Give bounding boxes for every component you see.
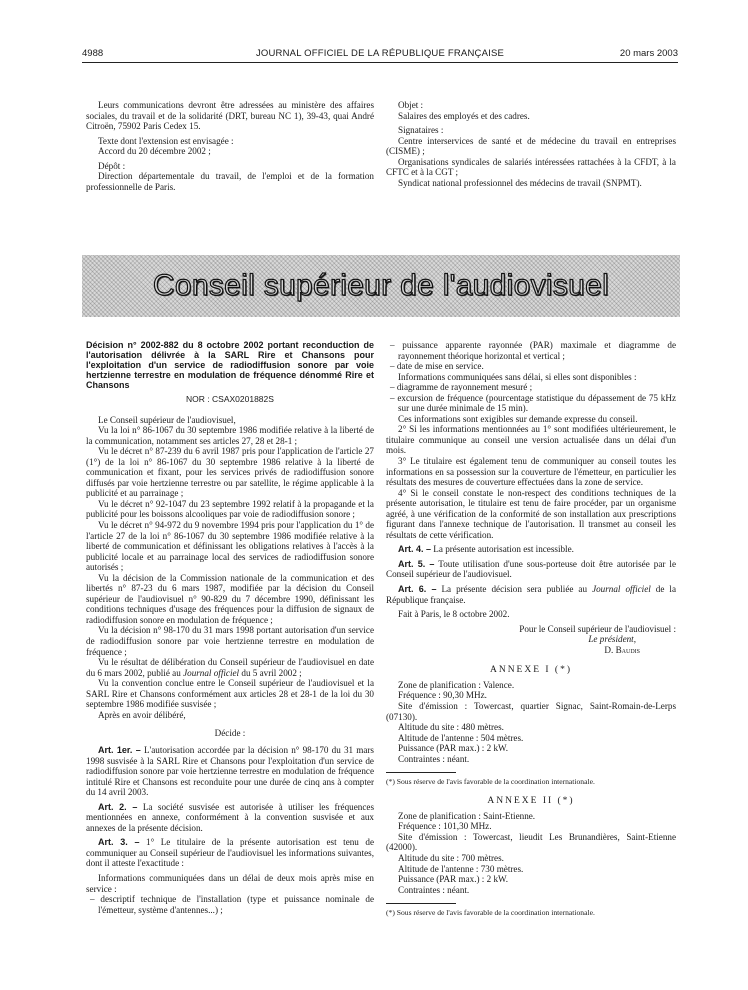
article-label: Art. 6. –: [398, 584, 437, 595]
article-text: La présente décision sera publiée au: [436, 584, 593, 595]
list-item: – descriptif technique de l'installation (type et puissance nominale de l'émetteur, système d'antennes...) ;: [90, 894, 374, 915]
article-label: Art. 4. –: [398, 544, 432, 555]
top-left-column: [86, 100, 374, 192]
paragraph: Organisations syndicales de salariés intéressées rattachées à la CFDT, à la CFTC et à la CGT ;: [386, 156, 676, 178]
list-item: – puissance apparente rayonnée (PAR) maximale et diagramme de rayonnement théorique horizontal et vertical ;: [390, 340, 676, 361]
annex-line: Altitude du site : 480 mètres.: [398, 722, 504, 733]
paragraph: Salaires des employés et des cadres.: [398, 110, 530, 121]
paragraph: Vu le décret n° 87-239 du 6 avril 1987 pris pour l'application de l'article 27 (1°) de la loi n° 86-1067 du 30 septembre 1986 relative à la liberté de communication et fixant, pour les services privés de radiodiffusion sonore diffusés par voie hertzienne terrestre ou par satellite, le régime applicable à la publicité et au parrainage ;: [86, 446, 374, 499]
article-4: [386, 544, 676, 555]
annex-line: Site d'émission : Towercast, quartier Signac, Saint-Romain-de-Lerps (07130).: [386, 700, 676, 722]
article-text: L'autorisation accordée par la décision n° 98-170 du 31 mars 1998 susvisée à la SARL Rire et Chansons pour l'exploitation d'un service de radiodiffusion sonore par voie hertzienne terrestre en modulation de fréquence intitulé Rire et Chansons est reconduite pour une durée de cinq ans à compter du 14 avril 2003.: [86, 744, 374, 798]
journal-name: Journal officiel: [592, 584, 651, 595]
paragraph: 2° Si les informations mentionnées au 1° sont modifiées ultérieurement, le titulaire communique au conseil une version actualisée dans un délai d'un mois.: [386, 424, 676, 456]
paragraph: Informations communiquées dans un délai de deux mois après mise en service :: [86, 872, 374, 894]
paragraph: [86, 657, 374, 678]
article-2: [86, 802, 374, 834]
article-5: [386, 559, 676, 580]
footnote: (*) Sous réserve de l'avis favorable de la coordination internationale.: [386, 908, 595, 918]
annex-line: Puissance (PAR max.) : 2 kW.: [398, 874, 509, 885]
right-column: [386, 340, 676, 917]
decision-headline: Décision n° 2002-882 du 8 octobre 2002 portant reconduction de l'autorisation délivrée à la SARL Rire et Chansons pour l'exploitation d'un service de radiodiffusion sonore par voie hertzienne terrestre en modulation de fréquence dénommé Rire et Chansons: [86, 340, 374, 390]
paragraph: Après en avoir délibéré,: [98, 709, 186, 720]
paragraph: Leurs communications devront être adressées au ministère des affaires sociales, du travail et de la solidarité (DRT, bureau NC 1), 39-43, quai André Citroën, 75902 Paris Cedex 15.: [86, 100, 374, 132]
list-item: – date de mise en service.: [390, 361, 484, 372]
paragraph: 4° Si le conseil constate le non-respect des conditions techniques de la présente autorisation, le titulaire est tenu de faire procéder, par un organisme agréé, à une vérification de la conformité de son installation aux prescriptions figurant dans l'annexe technique de l'autorisation. Il transmet au conseil les résultats de cette vérification.: [386, 487, 676, 540]
article-3: [86, 837, 374, 869]
decide-heading: Décide :: [214, 728, 246, 739]
article-text: 1° Le titulaire de la présente autorisation est tenu de communiquer au Conseil supérieur de l'audiovisuel les informations suivantes, dont il atteste l'exactitude :: [86, 837, 374, 869]
page-number: 4988: [82, 48, 104, 59]
top-right-column: [386, 100, 676, 188]
signer-name: D. Baudis: [604, 644, 640, 655]
paragraph: Ces informations sont exigibles sur demande expresse du conseil.: [398, 413, 638, 424]
paragraph: Signataires :: [398, 125, 444, 136]
left-column: [86, 340, 374, 915]
annex-line: Fréquence : 90,30 MHz.: [398, 690, 487, 701]
annex-line: Site d'émission : Towercast, lieudit Les Brunandières, Saint-Etienne (42000).: [386, 831, 676, 853]
paragraph: Vu le décret n° 92-1047 du 23 septembre 1992 relatif à la propagande et la publicité pour les boissons alcooliques par voie de radiodiffusion sonore ;: [86, 498, 374, 520]
annex-line: Altitude du site : 700 mètres.: [398, 852, 504, 863]
annex-line: Fréquence : 101,30 MHz.: [398, 821, 492, 832]
text-run: Vu le résultat de délibération du Conseil supérieur de l'audiovisuel en date du 6 mars 2002, publié au: [86, 657, 374, 678]
paragraph: Dépôt :: [98, 160, 126, 171]
paragraph: Centre interservices de santé et de médecine du travail en entreprises (CISME) ;: [386, 135, 676, 157]
paragraph: Vu le décret n° 94-972 du 9 novembre 1994 pris pour l'application du 1° de l'article 27 de la loi n° 86-1067 du 30 septembre 1986 modifiée relative à la liberté de communication et définissant les obligations relatives à l'accès à la publicité locale et au parrainage local des services de radiodiffusion sonore autorisés ;: [86, 520, 374, 573]
article-text: La société susvisée est autorisée à utiliser les fréquences mentionnées en annexe, conformément à la convention susvisée et aux annexes de la présente décision.: [86, 801, 374, 833]
article-label: Art. 5. –: [398, 558, 435, 569]
journal-name: Journal officiel: [183, 667, 240, 678]
paragraph: Le Conseil supérieur de l'audiovisuel,: [98, 414, 236, 425]
annex-2-title: ANNEXE II (*): [487, 796, 575, 807]
paragraph: Direction départementale du travail, de l'emploi et de la formation professionnelle de Paris.: [86, 171, 374, 192]
nor-reference: NOR : CSAX0201882S: [186, 394, 274, 404]
article-text: de la République française.: [386, 584, 676, 605]
paragraph: Syndicat national professionnel des médecins de travail (SNPMT).: [398, 177, 642, 188]
section-title: Conseil supérieur de l'audiovisuel: [152, 269, 610, 302]
paragraph: Vu la décision n° 98-170 du 31 mars 1998 portant autorisation d'un service de radiodiffusion sonore par voie hertzienne terrestre en modulation de fréquence ;: [86, 625, 374, 657]
list-item: – excursion de fréquence (pourcentage statistique du dépassement de 75 kHz sur une durée minimale de 15 min).: [390, 392, 676, 414]
article-label: Art. 3. –: [98, 837, 140, 848]
article-label: Art. 2. –: [98, 801, 138, 812]
footnote-rule: [386, 903, 456, 904]
paragraph: Vu la loi n° 86-1067 du 30 septembre 1986 modifiée relative à la liberté de la communication, notamment ses articles 27, 28 et 28-1 ;: [86, 425, 374, 446]
annex-line: Zone de planification : Saint-Etienne.: [398, 810, 536, 821]
footnote: (*) Sous réserve de l'avis favorable de la coordination internationale.: [386, 777, 595, 787]
paragraph: 3° Le titulaire est également tenu de communiquer au conseil toutes les informations en sa possession sur la couverture de l'émetteur, en particulier les résultats des mesures de couverture effectuées dans la zone de service.: [386, 456, 676, 488]
running-header: [82, 48, 678, 63]
paragraph: Texte dont l'extension est envisagée :: [98, 135, 234, 146]
list-item: – diagramme de rayonnement mesuré ;: [390, 382, 533, 393]
paragraph: Objet :: [398, 100, 424, 110]
signature-intro: Pour le Conseil supérieur de l'audiovisuel :: [519, 623, 676, 634]
issue-date: 20 mars 2003: [619, 48, 678, 59]
annex-line: Puissance (PAR max.) : 2 kW.: [398, 743, 509, 754]
text-run: du 5 avril 2002 ;: [239, 667, 302, 678]
article-text: Toute utilisation d'une sous-porteuse doit être autorisée par le Conseil supérieur de l'audiovisuel.: [386, 558, 676, 580]
paragraph: Vu la convention conclue entre le Conseil supérieur de l'audiovisuel et la SARL Rire et Chansons conformément aux articles 28 et 28-1 de la loi du 30 septembre 1986 modifiée susvisée ;: [86, 678, 374, 710]
article-6: [386, 584, 676, 605]
signer-role: Le président,: [588, 634, 636, 645]
paragraph: Informations communiquées sans délai, si elles sont disponibles :: [398, 371, 637, 382]
article-label: Art. 1er. –: [98, 744, 141, 755]
footnote-rule: [386, 772, 456, 773]
annex-1-title: ANNEXE I (*): [489, 665, 573, 676]
paragraph: Vu la décision de la Commission nationale de la communication et des libertés n° 87-23 du 6 mars 1987, modifiée par la décision du Conseil supérieur de l'audiovisuel n° 90-829 du 7 décembre 1990, définissant les conditions techniques d'usage des fréquences pour la diffusion de signaux de radiodiffusion sonore en modulation de fréquence ;: [86, 572, 374, 625]
article-text: La présente autorisation est incessible.: [431, 544, 574, 555]
annex-line: Altitude de l'antenne : 730 mètres.: [398, 863, 524, 874]
annex-line: Contraintes : néant.: [398, 753, 470, 764]
annex-line: Zone de planification : Valence.: [398, 679, 515, 690]
paragraph: Accord du 20 décembre 2002 ;: [98, 146, 211, 157]
annex-line: Contraintes : néant.: [398, 884, 470, 895]
journal-title: JOURNAL OFFICIEL DE LA RÉPUBLIQUE FRANÇAISE: [255, 48, 505, 59]
section-banner: [82, 255, 680, 317]
article-1: [86, 745, 374, 798]
annex-line: Altitude de l'antenne : 504 mètres.: [398, 732, 524, 743]
signing-place-date: Fait à Paris, le 8 octobre 2002.: [398, 609, 510, 620]
